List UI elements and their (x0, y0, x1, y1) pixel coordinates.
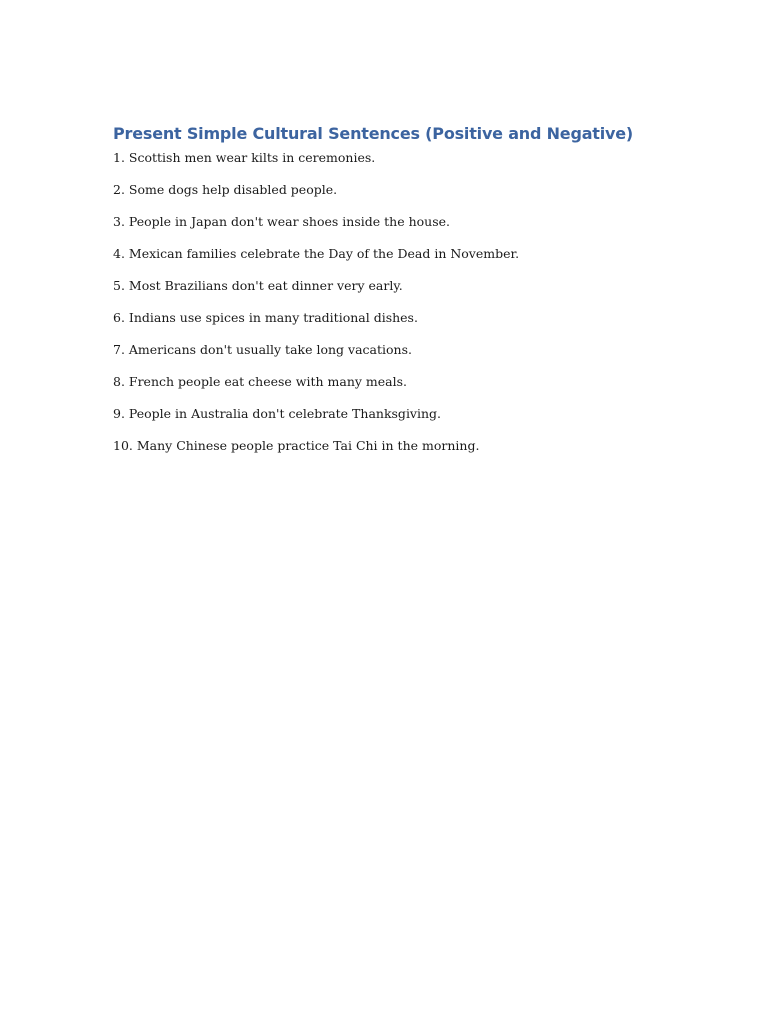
sentence-item: 1. Scottish men wear kilts in ceremonies. (113, 150, 376, 165)
sentence-item: 2. Some dogs help disabled people. (113, 182, 338, 197)
sentence-item: 9. People in Australia don't celebrate Thanksgiving. (113, 406, 442, 421)
sentence-item: 10. Many Chinese people practice Tai Chi in the morning. (113, 438, 480, 453)
document-title: Present Simple Cultural Sentences (Positive and Negative) (113, 124, 634, 143)
sentence-item: 4. Mexican families celebrate the Day of the Dead in November. (113, 246, 520, 261)
sentence-item: 3. People in Japan don't wear shoes inside the house. (113, 214, 450, 229)
sentence-item: 7. Americans don't usually take long vacations. (113, 342, 412, 357)
sentence-list (113, 149, 519, 469)
sentence-item: 6. Indians use spices in many traditional dishes. (113, 310, 418, 325)
sentence-item: 8. French people eat cheese with many meals. (113, 374, 408, 389)
sentence-item: 5. Most Brazilians don't eat dinner very early. (113, 278, 403, 293)
